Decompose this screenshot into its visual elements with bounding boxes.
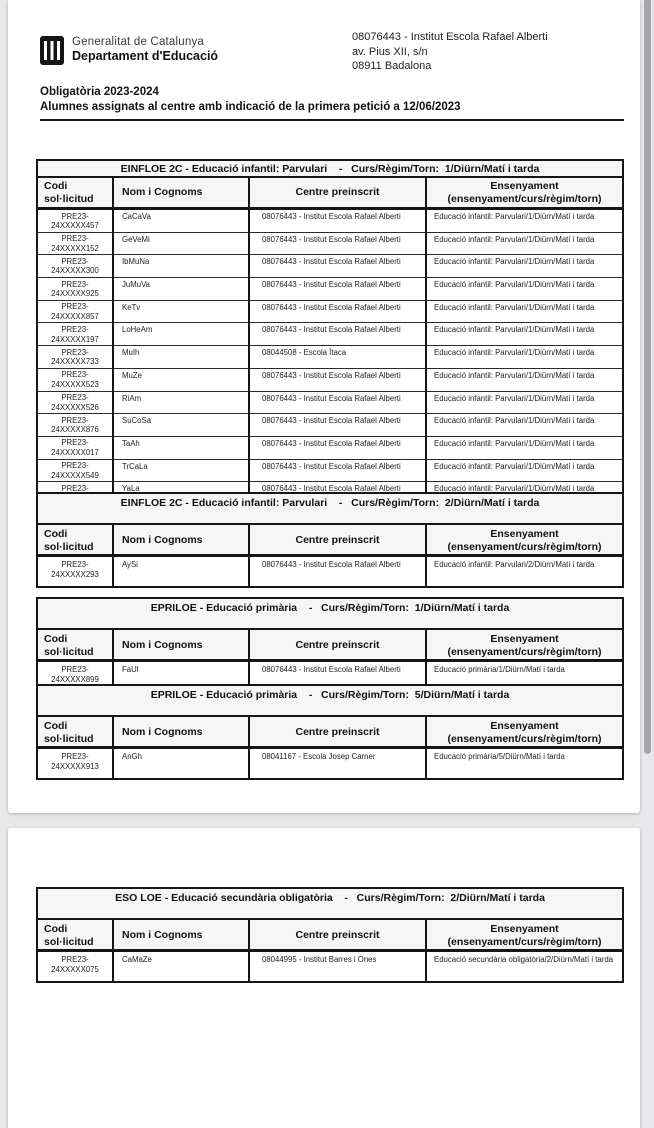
centre-cell: 08044508 - Escola Ítaca <box>249 346 426 369</box>
codi-cell: PRE23- 24XXXXX457 <box>37 209 113 233</box>
codi-cell: PRE23- 24XXXXX857 <box>37 300 113 323</box>
document-title-line-1: Obligatòria 2023-2024 <box>40 86 159 98</box>
column-header-nom: Nom i Cognoms <box>113 524 249 556</box>
column-header-centre: Centre preinscrit <box>249 629 426 661</box>
nom-cell: MuIh <box>113 346 249 369</box>
table-header-row <box>37 524 623 556</box>
center-code-and-name: 08076443 - Institut Escola Rafael Alberti <box>352 31 548 43</box>
generalitat-senyera-logo-icon <box>40 36 64 70</box>
centre-cell: 08076443 - Institut Escola Rafael Alberti <box>249 482 426 505</box>
table-row <box>37 278 623 301</box>
table-row <box>37 951 623 983</box>
centre-cell: 08076443 - Institut Escola Rafael Alberti <box>249 209 426 233</box>
nom-cell: AySi <box>113 556 249 588</box>
nom-cell: TaAh <box>113 436 249 459</box>
assignment-table-eso <box>36 887 624 983</box>
table-row <box>37 368 623 391</box>
column-header-codi: Codi sol·licitud <box>37 524 113 556</box>
ensenyament-cell: Educació infantil: Parvulari/1/Diürn/Matí i tarda <box>426 346 623 369</box>
nom-cell: RiAm <box>113 391 249 414</box>
ensenyament-cell: Educació infantil: Parvulari/1/Diürn/Matí i tarda <box>426 255 623 278</box>
table-row <box>37 232 623 255</box>
codi-cell: PRE23- 24XXXXX075 <box>37 951 113 983</box>
nom-cell: JuMuVa <box>113 278 249 301</box>
centre-cell: 08076443 - Institut Escola Rafael Alberti <box>249 278 426 301</box>
ensenyament-cell: Educació infantil: Parvulari/1/Diürn/Matí i tarda <box>426 368 623 391</box>
ensenyament-cell: Educació infantil: Parvulari/1/Diürn/Matí i tarda <box>426 459 623 482</box>
column-header-nom: Nom i Cognoms <box>113 629 249 661</box>
table-title: EINFLOE 2C - Educació infantil: Parvulari - Curs/Règim/Torn: 1/Diürn/Matí i tarda <box>37 160 623 177</box>
ensenyament-cell: Educació infantil: Parvulari/1/Diürn/Matí i tarda <box>426 278 623 301</box>
table-row <box>37 748 623 780</box>
centre-cell: 08076443 - Institut Escola Rafael Alberti <box>249 459 426 482</box>
table-row <box>37 556 623 588</box>
codi-cell: PRE23- <box>37 482 113 505</box>
column-header-nom: Nom i Cognoms <box>113 919 249 951</box>
assignment-table <box>36 684 624 780</box>
center-address-block <box>352 30 548 74</box>
centre-cell: 08076443 - Institut Escola Rafael Alberti <box>249 323 426 346</box>
table-title: EPRILOE - Educació primària - Curs/Règim/Torn: 1/Diürn/Matí i tarda <box>37 598 623 629</box>
table-row <box>37 300 623 323</box>
assignment-table <box>36 597 624 693</box>
centre-cell: 08076443 - Institut Escola Rafael Alberti <box>249 414 426 437</box>
table-title: EPRILOE - Educació primària - Curs/Règim/Torn: 5/Diürn/Matí i tarda <box>37 685 623 716</box>
table-row <box>37 255 623 278</box>
table-title-row <box>37 160 623 177</box>
nom-cell: LoHeAm <box>113 323 249 346</box>
codi-cell: PRE23- 24XXXXX017 <box>37 436 113 459</box>
table-row <box>37 391 623 414</box>
table-title: ESO LOE - Educació secundària obligatòria - Curs/Règim/Torn: 2/Diürn/Matí i tarda <box>37 888 623 919</box>
nom-cell: CaCaVa <box>113 209 249 233</box>
codi-cell: PRE23- 24XXXXX925 <box>37 278 113 301</box>
column-header-codi: Codi sol·licitud <box>37 716 113 748</box>
nom-cell: YaLa <box>113 482 249 505</box>
centre-cell: 08044995 - Institut Barres i Ones <box>249 951 426 983</box>
column-header-centre: Centre preinscrit <box>249 524 426 556</box>
column-header-centre: Centre preinscrit <box>249 716 426 748</box>
table-title-row <box>37 685 623 716</box>
codi-cell: PRE23- 24XXXXX152 <box>37 232 113 255</box>
org-department: Departament d'Educació <box>72 49 219 63</box>
org-header <box>40 36 218 70</box>
nom-cell: GeVeMi <box>113 232 249 255</box>
assignment-table-einfloe-torn2 <box>36 492 624 588</box>
table-row <box>37 459 623 482</box>
center-street: av. Pius XII, s/n <box>352 45 428 58</box>
codi-cell: PRE23- 24XXXXX197 <box>37 323 113 346</box>
assignment-table-epriloe-curs5 <box>36 684 624 780</box>
column-header-ensenyament: Ensenyament (ensenyament/curs/règim/torn) <box>426 919 623 951</box>
table-header-row <box>37 177 623 209</box>
document-title-block <box>40 85 624 121</box>
codi-cell: PRE23- 24XXXXX300 <box>37 255 113 278</box>
table-title-row <box>37 888 623 919</box>
org-name: Generalitat de Catalunya <box>72 36 205 48</box>
ensenyament-cell: Educació primària/1/Diürn/Matí i tarda <box>426 661 623 693</box>
ensenyament-cell: Educació infantil: Parvulari/1/Diürn/Matí i tarda <box>426 232 623 255</box>
nom-cell: CaMaZe <box>113 951 249 983</box>
table-row <box>37 346 623 369</box>
centre-cell: 08076443 - Institut Escola Rafael Alberti <box>249 391 426 414</box>
centre-cell: 08076443 - Institut Escola Rafael Alberti <box>249 368 426 391</box>
column-header-nom: Nom i Cognoms <box>113 177 249 209</box>
column-header-nom: Nom i Cognoms <box>113 716 249 748</box>
ensenyament-cell: Educació secundària obligatòria/2/Diürn/Matí i tarda <box>426 951 623 983</box>
centre-cell: 08076443 - Institut Escola Rafael Alberti <box>249 255 426 278</box>
column-header-codi: Codi sol·licitud <box>37 177 113 209</box>
assignment-table <box>36 159 624 506</box>
table-row <box>37 414 623 437</box>
ensenyament-cell: Educació infantil: Parvulari/1/Diürn/Matí i tarda <box>426 436 623 459</box>
column-header-ensenyament: Ensenyament (ensenyament/curs/règim/torn) <box>426 524 623 556</box>
table-header-row <box>37 716 623 748</box>
table-row <box>37 209 623 233</box>
assignment-table-epriloe-curs1 <box>36 597 624 693</box>
centre-cell: 08076443 - Institut Escola Rafael Alberti <box>249 556 426 588</box>
table-title-row <box>37 598 623 629</box>
column-header-codi: Codi sol·licitud <box>37 629 113 661</box>
codi-cell: PRE23- 24XXXXX523 <box>37 368 113 391</box>
vertical-scrollbar-thumb[interactable] <box>644 0 651 754</box>
codi-cell: PRE23- 24XXXXX526 <box>37 391 113 414</box>
column-header-codi: Codi sol·licitud <box>37 919 113 951</box>
table-row <box>37 436 623 459</box>
ensenyament-cell: Educació infantil: Parvulari/1/Diürn/Matí i tarda <box>426 300 623 323</box>
table-title-row <box>37 493 623 524</box>
ensenyament-cell: Educació infantil: Parvulari/1/Diürn/Matí i tarda <box>426 209 623 233</box>
codi-cell: PRE23- 24XXXXX899 <box>37 661 113 693</box>
table-header-row <box>37 629 623 661</box>
column-header-ensenyament: Ensenyament (ensenyament/curs/règim/torn) <box>426 177 623 209</box>
nom-cell: KeTv <box>113 300 249 323</box>
assignment-table-einfloe-torn1 <box>36 159 624 506</box>
codi-cell: PRE23- 24XXXXX293 <box>37 556 113 588</box>
ensenyament-cell: Educació infantil: Parvulari/1/Diürn/Matí i tarda <box>426 391 623 414</box>
document-title-line-2: Alumnes assignats al centre amb indicació de la primera petició a 12/06/2023 <box>40 101 461 113</box>
centre-cell: 08076443 - Institut Escola Rafael Alberti <box>249 232 426 255</box>
assignment-table <box>36 492 624 588</box>
centre-cell: 08076443 - Institut Escola Rafael Alberti <box>249 661 426 693</box>
ensenyament-cell: Educació infantil: Parvulari/2/Diürn/Matí i tarda <box>426 556 623 588</box>
nom-cell: AnGh <box>113 748 249 780</box>
codi-cell: PRE23- 24XXXXX876 <box>37 414 113 437</box>
page-2 <box>8 828 640 1128</box>
centre-cell: 08041167 - Escola Josep Carner <box>249 748 426 780</box>
nom-cell: IbMuNa <box>113 255 249 278</box>
column-header-centre: Centre preinscrit <box>249 919 426 951</box>
table-row <box>37 323 623 346</box>
ensenyament-cell: Educació primària/5/Diürn/Matí i tarda <box>426 748 623 780</box>
center-city: 08911 Badalona <box>352 60 432 72</box>
nom-cell: FaUl <box>113 661 249 693</box>
codi-cell: PRE23- 24XXXXX913 <box>37 748 113 780</box>
centre-cell: 08076443 - Institut Escola Rafael Alberti <box>249 300 426 323</box>
column-header-ensenyament: Ensenyament (ensenyament/curs/règim/torn) <box>426 716 623 748</box>
centre-cell: 08076443 - Institut Escola Rafael Alberti <box>249 436 426 459</box>
codi-cell: PRE23- 24XXXXX733 <box>37 346 113 369</box>
page-1 <box>8 0 640 813</box>
ensenyament-cell: Educació infantil: Parvulari/1/Diürn/Matí i tarda <box>426 414 623 437</box>
column-header-centre: Centre preinscrit <box>249 177 426 209</box>
table-header-row <box>37 919 623 951</box>
column-header-ensenyament: Ensenyament (ensenyament/curs/règim/torn) <box>426 629 623 661</box>
ensenyament-cell: Educació infantil: Parvulari/1/Diürn/Matí i tarda <box>426 323 623 346</box>
ensenyament-cell: Educació infantil: Parvulari/1/Diürn/Matí i tarda <box>426 482 623 505</box>
assignment-table <box>36 887 624 983</box>
nom-cell: TrCaLa <box>113 459 249 482</box>
nom-cell: MuZe <box>113 368 249 391</box>
nom-cell: SuCoSa <box>113 414 249 437</box>
codi-cell: PRE23- 24XXXXX549 <box>37 459 113 482</box>
table-title: EINFLOE 2C - Educació infantil: Parvulari - Curs/Règim/Torn: 2/Diürn/Matí i tarda <box>37 493 623 524</box>
